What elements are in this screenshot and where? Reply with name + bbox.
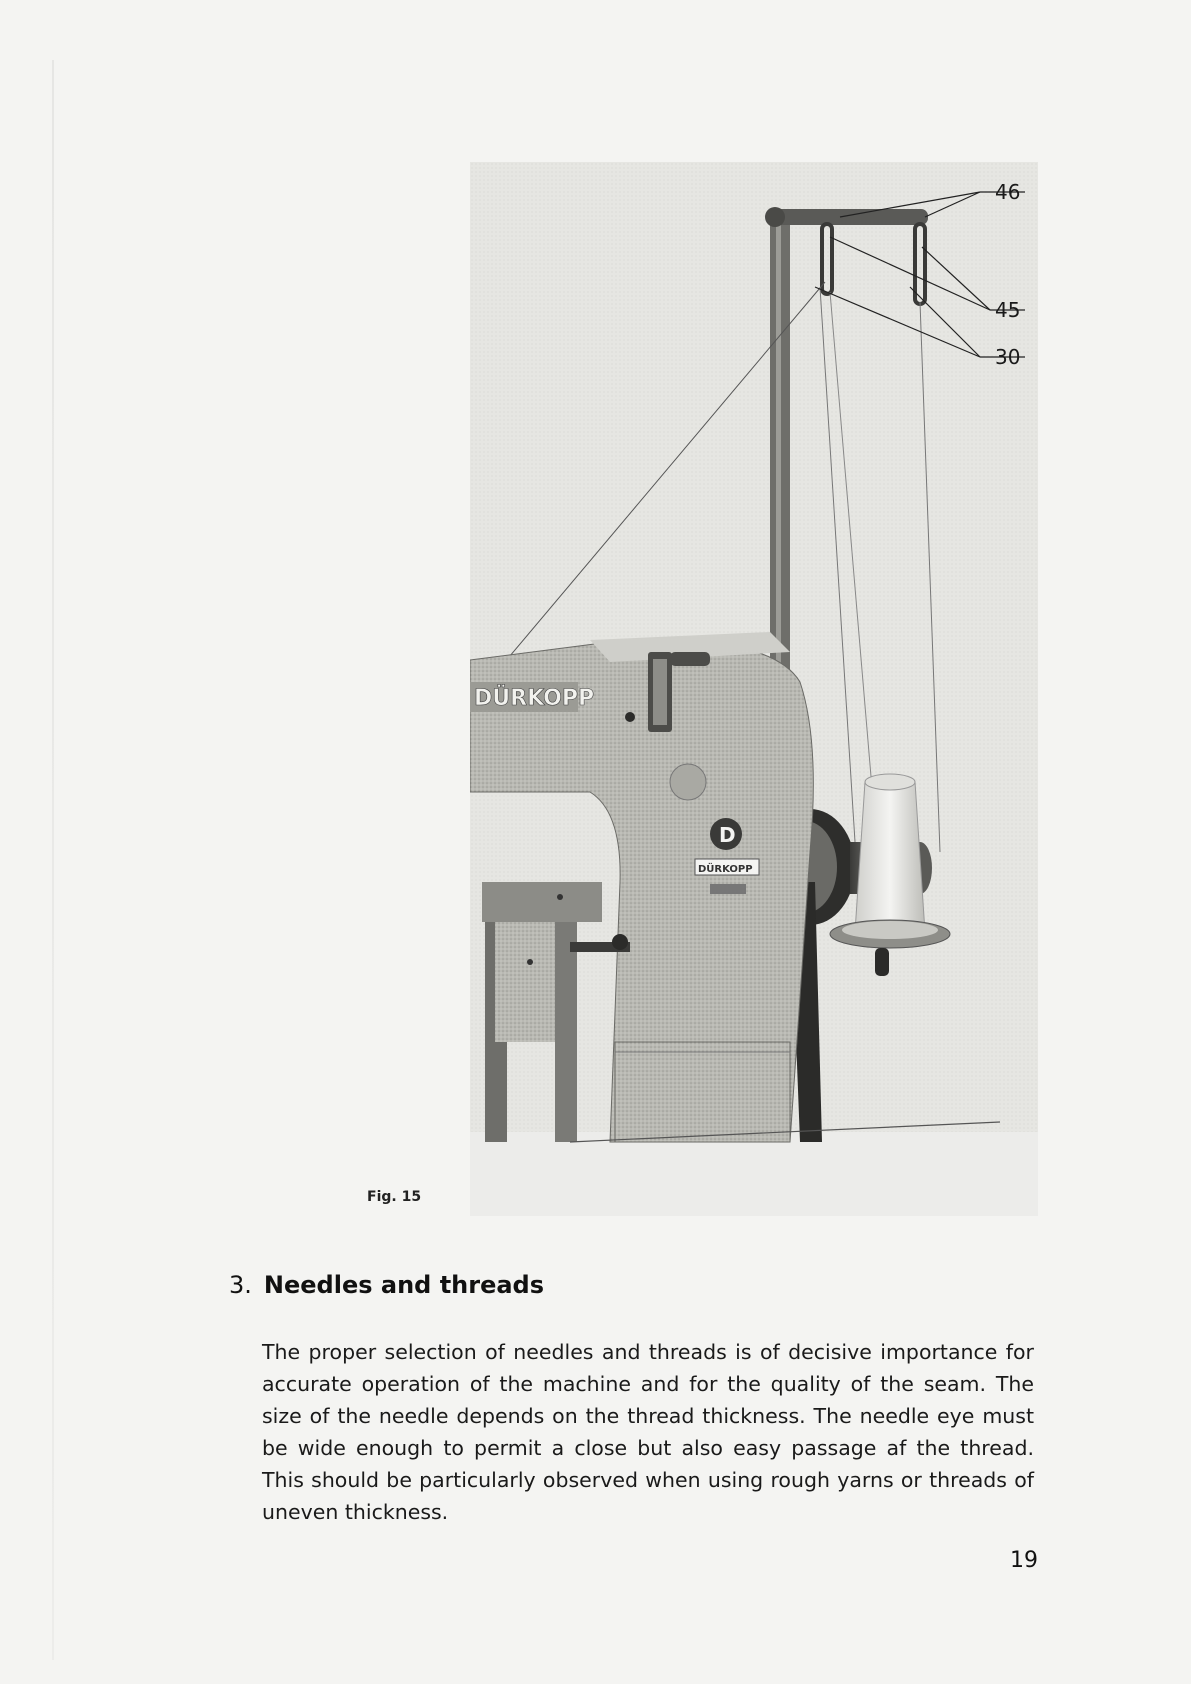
badge-text: DÜRKOPP <box>698 864 753 875</box>
section-heading <box>229 1271 544 1299</box>
page-edge <box>52 60 54 1660</box>
callout-30: 30 <box>995 345 1021 369</box>
figure-caption: Fig. 15 <box>367 1189 422 1205</box>
arm-logo-text: DÜRKOPP <box>474 686 595 711</box>
thread-stand-crossbar <box>768 209 928 225</box>
section-title: Needles and threads <box>263 1271 545 1299</box>
svg-text:D: D <box>719 823 736 847</box>
section-paragraph: The proper selection of needles and threads is of decisive importance for accurate operation of the machine and for the quality of the seam. The size of the needle depends on the thread thickness. The needle eye must be wide enough to permit a close but also easy passage af the thread. This should be particularly observed when using rough yarns or threads of uneven thickness. <box>262 1340 1034 1524</box>
thread-cone <box>855 782 925 932</box>
work-table <box>482 882 602 922</box>
callout-45: 45 <box>995 298 1021 322</box>
machine-photo-figure <box>470 162 1038 1216</box>
sewing-machine-illustration <box>470 162 1038 1216</box>
section-number: 3. <box>229 1271 252 1299</box>
page-number: 19 <box>1010 1548 1038 1573</box>
callout-46: 46 <box>995 180 1021 204</box>
